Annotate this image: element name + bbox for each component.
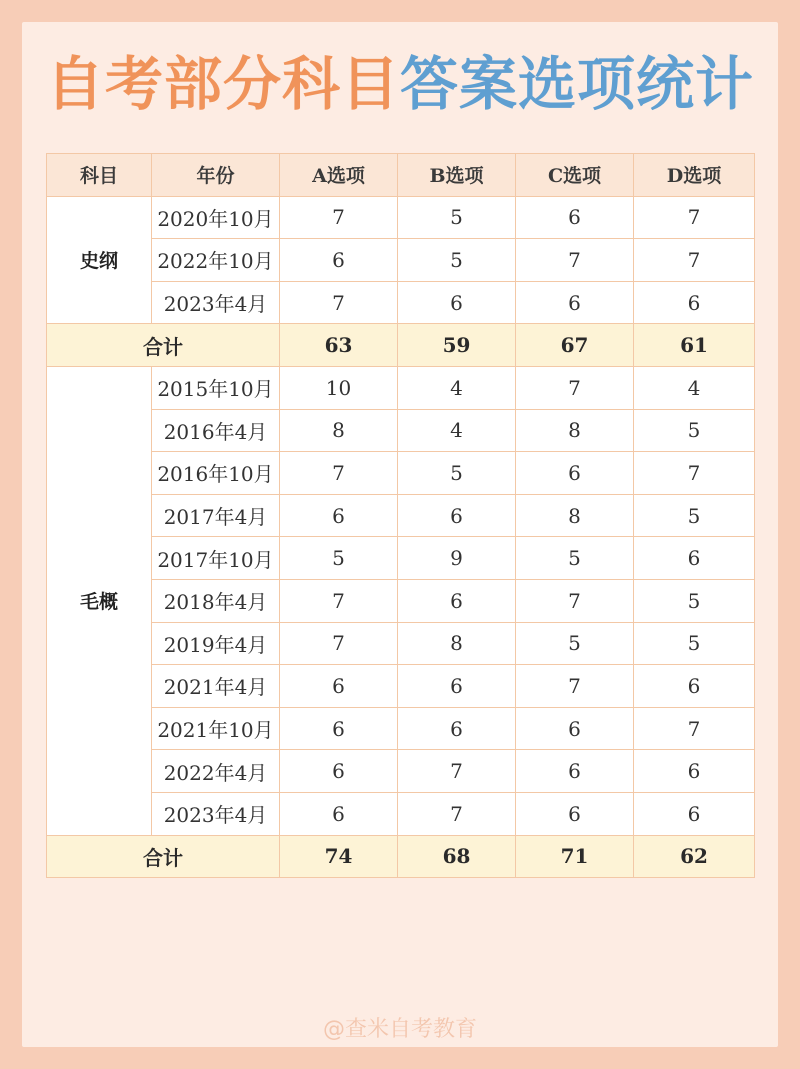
table-row — [47, 707, 755, 750]
header-option-c: C选项 — [516, 154, 634, 197]
option-b-cell: 6 — [398, 579, 516, 622]
page-title — [0, 48, 800, 120]
option-d-cell: 6 — [634, 665, 755, 708]
year-cell: 2018年4月 — [152, 579, 280, 622]
option-a-cell: 6 — [280, 707, 398, 750]
year-cell: 2016年10月 — [152, 452, 280, 495]
option-c-cell: 7 — [516, 665, 634, 708]
option-b-cell: 5 — [398, 239, 516, 282]
table-row — [47, 281, 755, 324]
option-a-cell: 6 — [280, 750, 398, 793]
watermark-footer: @查米自考教育 — [322, 1017, 477, 1042]
table-row — [47, 409, 755, 452]
option-a-cell: 6 — [280, 792, 398, 835]
total-d-cell: 61 — [634, 324, 755, 367]
year-cell: 2016年4月 — [152, 409, 280, 452]
table-row — [47, 239, 755, 282]
table-row — [47, 665, 755, 708]
option-d-cell: 5 — [634, 494, 755, 537]
year-cell: 2023年4月 — [152, 792, 280, 835]
total-row — [47, 324, 755, 367]
option-a-cell: 7 — [280, 281, 398, 324]
option-b-cell: 7 — [398, 792, 516, 835]
option-c-cell: 6 — [516, 281, 634, 324]
total-b-cell: 68 — [398, 835, 516, 878]
table-row — [47, 579, 755, 622]
option-c-cell: 7 — [516, 366, 634, 409]
option-c-cell: 8 — [516, 409, 634, 452]
year-cell: 2022年4月 — [152, 750, 280, 793]
header-option-b: B选项 — [398, 154, 516, 197]
option-b-cell: 5 — [398, 196, 516, 239]
year-cell: 2021年4月 — [152, 665, 280, 708]
option-a-cell: 7 — [280, 452, 398, 495]
table-row — [47, 366, 755, 409]
option-c-cell: 6 — [516, 707, 634, 750]
option-a-cell: 7 — [280, 622, 398, 665]
year-cell: 2015年10月 — [152, 366, 280, 409]
option-b-cell: 7 — [398, 750, 516, 793]
option-c-cell: 7 — [516, 239, 634, 282]
total-label: 合计 — [47, 324, 280, 367]
title-part-blue: 答案选项统计 — [400, 50, 755, 118]
option-d-cell: 7 — [634, 707, 755, 750]
option-a-cell: 7 — [280, 579, 398, 622]
total-d-cell: 62 — [634, 835, 755, 878]
header-subject: 科目 — [47, 154, 152, 197]
year-cell: 2017年10月 — [152, 537, 280, 580]
option-b-cell: 6 — [398, 707, 516, 750]
total-c-cell: 71 — [516, 835, 634, 878]
title-part-orange: 自考部分科目 — [45, 50, 400, 118]
year-cell: 2019年4月 — [152, 622, 280, 665]
option-d-cell: 5 — [634, 622, 755, 665]
option-c-cell: 6 — [516, 452, 634, 495]
header-year: 年份 — [152, 154, 280, 197]
table-row — [47, 622, 755, 665]
option-b-cell: 6 — [398, 665, 516, 708]
option-b-cell: 8 — [398, 622, 516, 665]
option-d-cell: 6 — [634, 537, 755, 580]
stats-table — [46, 153, 755, 878]
header-option-d: D选项 — [634, 154, 755, 197]
total-row — [47, 835, 755, 878]
total-a-cell: 63 — [280, 324, 398, 367]
year-cell: 2022年10月 — [152, 239, 280, 282]
table-header-row — [47, 154, 755, 197]
subject-cell: 毛概 — [47, 366, 152, 835]
year-cell: 2017年4月 — [152, 494, 280, 537]
option-a-cell: 6 — [280, 665, 398, 708]
header-option-a: A选项 — [280, 154, 398, 197]
year-cell: 2021年10月 — [152, 707, 280, 750]
option-c-cell: 5 — [516, 537, 634, 580]
option-d-cell: 6 — [634, 750, 755, 793]
option-d-cell: 6 — [634, 792, 755, 835]
table-row — [47, 196, 755, 239]
total-label: 合计 — [47, 835, 280, 878]
option-a-cell: 7 — [280, 196, 398, 239]
total-c-cell: 67 — [516, 324, 634, 367]
option-b-cell: 4 — [398, 366, 516, 409]
option-a-cell: 6 — [280, 494, 398, 537]
option-a-cell: 10 — [280, 366, 398, 409]
option-b-cell: 6 — [398, 494, 516, 537]
option-a-cell: 5 — [280, 537, 398, 580]
option-c-cell: 6 — [516, 196, 634, 239]
table-row — [47, 537, 755, 580]
option-b-cell: 9 — [398, 537, 516, 580]
option-d-cell: 7 — [634, 239, 755, 282]
option-c-cell: 6 — [516, 750, 634, 793]
table-row — [47, 494, 755, 537]
option-a-cell: 6 — [280, 239, 398, 282]
table-row — [47, 750, 755, 793]
subject-cell: 史纲 — [47, 196, 152, 324]
option-d-cell: 4 — [634, 366, 755, 409]
table-row — [47, 452, 755, 495]
total-a-cell: 74 — [280, 835, 398, 878]
table-row — [47, 792, 755, 835]
option-c-cell: 8 — [516, 494, 634, 537]
option-b-cell: 5 — [398, 452, 516, 495]
option-b-cell: 4 — [398, 409, 516, 452]
option-d-cell: 5 — [634, 409, 755, 452]
option-c-cell: 5 — [516, 622, 634, 665]
option-d-cell: 5 — [634, 579, 755, 622]
year-cell: 2020年10月 — [152, 196, 280, 239]
option-d-cell: 7 — [634, 196, 755, 239]
option-c-cell: 7 — [516, 579, 634, 622]
total-b-cell: 59 — [398, 324, 516, 367]
option-b-cell: 6 — [398, 281, 516, 324]
option-c-cell: 6 — [516, 792, 634, 835]
option-d-cell: 7 — [634, 452, 755, 495]
option-a-cell: 8 — [280, 409, 398, 452]
year-cell: 2023年4月 — [152, 281, 280, 324]
option-d-cell: 6 — [634, 281, 755, 324]
